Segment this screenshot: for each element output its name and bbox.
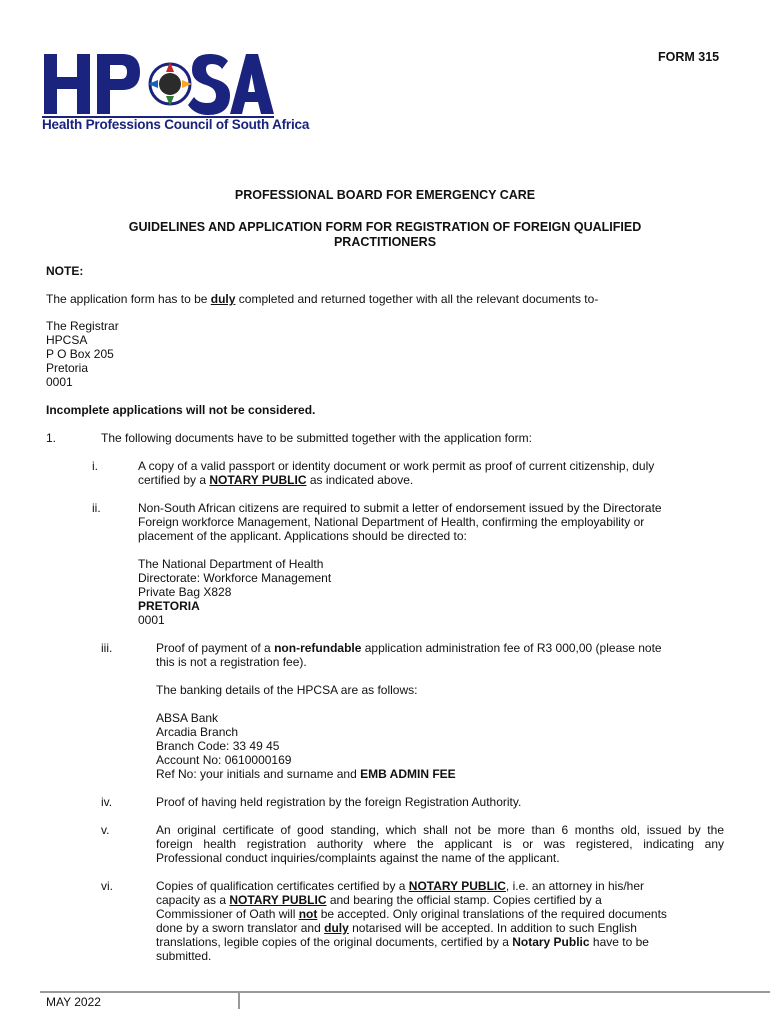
item-vi-l2-after: and bearing the official stamp. Copies certified by a	[326, 893, 602, 907]
doh-address-line: Private Bag X828	[138, 585, 232, 599]
item-iv-text: Proof of having held registration by the foreign Registration Authority.	[156, 795, 522, 809]
item-vi-l3-not: not	[298, 907, 318, 921]
item-vi-l1-before: Copies of qualification certificates certified by a	[156, 879, 409, 893]
item-iii-line1-after: application administration fee of R3 000,00 (please note	[361, 641, 662, 655]
item-i-line2-before: certified by a	[138, 473, 210, 487]
doc-title-line2: PRACTITIONERS	[333, 235, 437, 249]
item-v-line3: Professional conduct inquiries/complaints against the name of the applicant.	[156, 851, 560, 865]
item-vi-l1-notary: NOTARY PUBLIC	[408, 879, 506, 893]
item-i-line2	[138, 473, 654, 487]
bank-line: Branch Code: 33 49 45	[156, 739, 280, 753]
bank-details	[156, 711, 456, 781]
item-vi-line1	[156, 879, 667, 893]
bank-line: Account No: 0610000169	[156, 753, 292, 767]
bank-ref-code: EMB ADMIN FEE	[360, 767, 456, 781]
footer-date: MAY 2022	[46, 995, 101, 1009]
item-iii-number: iii.	[101, 641, 113, 655]
item-vi-l5-after: have to be	[589, 935, 649, 949]
bank-intro: The banking details of the HPCSA are as follows:	[156, 683, 418, 697]
item-iv-number: iv.	[101, 795, 113, 809]
item-vi-l2-before: capacity as a	[156, 893, 230, 907]
note-text-before: The application form has to be	[46, 292, 211, 306]
doh-address	[138, 557, 331, 627]
address-line: P O Box 205	[46, 347, 114, 361]
item-vi-number: vi.	[101, 879, 113, 893]
note-text-after: completed and returned together with all the relevant documents to-	[235, 292, 599, 306]
bank-ref-before: Ref No: your initials and surname and	[156, 767, 361, 781]
item-i-text	[138, 459, 654, 487]
item-vi-line5	[156, 935, 667, 949]
doh-address-code: 0001	[138, 613, 165, 627]
doc-title-line1: GUIDELINES AND APPLICATION FORM FOR REGISTRATION OF FOREIGN QUALIFIED	[128, 220, 642, 234]
bank-ref-line	[156, 767, 456, 781]
item-iii-line2: this is not a registration fee).	[156, 655, 307, 669]
note-text	[46, 292, 598, 306]
item-iii-line1-before: Proof of payment of a	[156, 641, 275, 655]
item-iii-nonrefundable: non-refundable	[274, 641, 362, 655]
item-vi-l4-after: notarised will be accepted. In addition to such English	[348, 921, 637, 935]
item-i-line1: A copy of a valid passport or identity document or work permit as proof of current citizenship, duly	[138, 459, 655, 473]
item-i-line2-after: as indicated above.	[306, 473, 414, 487]
item-vi-line6: submitted.	[156, 949, 212, 963]
item-i-number: i.	[92, 459, 98, 473]
registrar-address	[46, 319, 119, 389]
section1-number: 1.	[46, 431, 57, 445]
item-vi-text	[156, 879, 667, 963]
item-vi-l5-notary: Notary Public	[512, 935, 590, 949]
item-v-line1: An original certificate of good standing, which shall not be more than 6 months old, issued by the	[156, 823, 724, 837]
item-v-number: v.	[101, 823, 110, 837]
item-vi-l3-after: be accepted. Only original translations of the required documents	[317, 907, 667, 921]
item-i-notary: NOTARY PUBLIC	[209, 473, 307, 487]
footer-divider	[238, 993, 240, 1009]
item-vi-line2	[156, 893, 667, 907]
address-line: Pretoria	[46, 361, 89, 375]
doh-address-line: Directorate: Workforce Management	[138, 571, 332, 585]
item-vi-l5-before: translations, legible copies of the original documents, certified by a	[156, 935, 513, 949]
item-vi-l4-duly: duly	[324, 921, 349, 935]
item-vi-line4	[156, 921, 667, 935]
item-ii-text	[138, 501, 662, 543]
item-ii-line2: Foreign workforce Management, National Department of Health, confirming the employability or	[138, 515, 645, 529]
bank-line: ABSA Bank	[156, 711, 219, 725]
board-title: PROFESSIONAL BOARD FOR EMERGENCY CARE	[234, 188, 536, 202]
logo-subtitle: Health Professions Council of South Africa	[42, 117, 310, 132]
doh-address-line: The National Department of Health	[138, 557, 324, 571]
item-vi-l2-notary: NOTARY PUBLIC	[229, 893, 327, 907]
item-v-text	[156, 823, 724, 865]
item-vi-l3-before: Commissioner of Oath will	[156, 907, 299, 921]
section1-text: The following documents have to be submitted together with the application form:	[101, 431, 532, 445]
item-vi-l1-after: , i.e. an attorney in his/her	[505, 879, 644, 893]
logo-wordmark	[42, 50, 274, 120]
form-number: FORM 315	[658, 50, 720, 64]
item-ii-number: ii.	[92, 501, 101, 515]
item-ii-line3: placement of the applicant. Applications should be directed to:	[138, 529, 467, 543]
item-vi-line3	[156, 907, 667, 921]
address-line: 0001	[46, 375, 73, 389]
note-heading: NOTE:	[46, 264, 84, 278]
item-v-line2: foreign health registration authority where the applicant is or was registered, indicating any	[156, 837, 724, 851]
item-iii-text	[156, 641, 662, 669]
item-vi-l4-before: done by a sworn translator and	[156, 921, 325, 935]
note-text-emphasis: duly	[210, 292, 236, 306]
item-iii-line1	[156, 641, 662, 655]
incomplete-notice: Incomplete applications will not be considered.	[46, 403, 316, 417]
hpcsa-logo	[42, 50, 310, 134]
address-line: HPCSA	[46, 333, 88, 347]
item-ii-line1: Non-South African citizens are required to submit a letter of endorsement issued by the Directorate	[138, 501, 662, 515]
bank-line: Arcadia Branch	[156, 725, 239, 739]
doh-address-city: PRETORIA	[138, 599, 200, 613]
address-line: The Registrar	[46, 319, 119, 333]
footer-rule	[40, 991, 770, 993]
